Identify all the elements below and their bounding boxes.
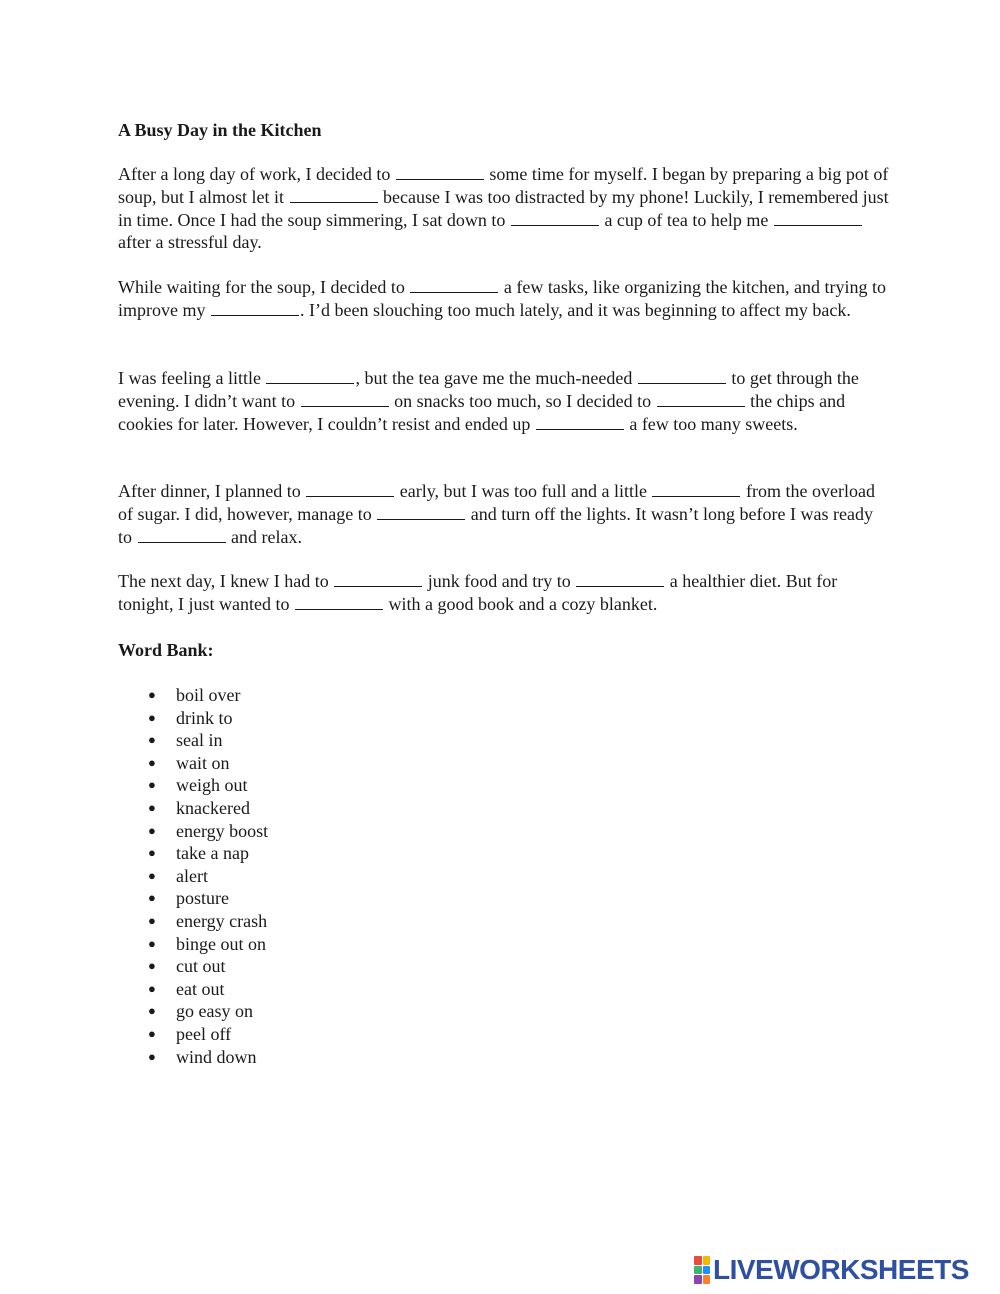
answer-blank[interactable] (410, 278, 498, 293)
bullet-icon: ● (148, 754, 156, 770)
paragraph-text: a few tasks, like organizing the kitchen, and trying to improve my (118, 277, 886, 320)
word-bank-item (118, 1046, 268, 1069)
word-bank-term: eat out (176, 978, 225, 999)
liveworksheets-logo-text: LIVEWORKSHEETS (713, 1254, 969, 1285)
word-bank-item (118, 707, 268, 730)
word-bank-item (118, 684, 268, 707)
answer-blank[interactable] (536, 415, 624, 430)
logo-block (703, 1266, 711, 1275)
word-bank-term: energy boost (176, 820, 269, 841)
paragraph-text: the chips and cookies for later. However, I couldn’t resist and ended up (118, 390, 846, 434)
word-bank-item (118, 1000, 268, 1023)
word-bank-term: alert (176, 865, 208, 886)
bullet-icon: ● (148, 822, 156, 838)
word-bank-item (118, 797, 268, 820)
answer-blank[interactable] (396, 165, 484, 180)
paragraph-text: and turn off the lights. It wasn’t long before I was ready to (118, 503, 873, 547)
worksheet-title: A Busy Day in the Kitchen (118, 120, 322, 140)
answer-blank[interactable] (377, 505, 465, 520)
bullet-icon: ● (148, 687, 156, 702)
paragraph-2 (118, 276, 890, 322)
paragraph-text: after a stressful day. (118, 232, 262, 253)
word-bank-term: knackered (176, 797, 250, 818)
paragraph-text: early, but I was too full and a little (395, 481, 652, 501)
paragraph-text: After dinner, I planned to (118, 481, 306, 501)
paragraph-text: . I’d been slouching too much lately, and it was beginning to affect my back. (300, 299, 851, 320)
answer-blank[interactable] (295, 595, 383, 610)
word-bank-term: peel off (176, 1023, 232, 1044)
paragraph-text: with a good book and a cozy blanket. (383, 593, 658, 614)
paragraph-text: from the overload of sugar. I did, however, manage to (118, 481, 875, 524)
paragraph-text: junk food and try to (423, 571, 576, 591)
word-bank-term: boil over (176, 685, 241, 705)
answer-blank[interactable] (334, 572, 422, 587)
paragraph-text: After a long day of work, I decided to (118, 164, 395, 184)
paragraph-text: a cup of tea to help me (599, 209, 773, 230)
bullet-icon: ● (148, 732, 156, 748)
bullet-icon: ● (148, 935, 156, 951)
word-bank-item (118, 887, 268, 910)
paragraph-text: to get through the evening. I didn’t want to (118, 368, 859, 411)
bullet-icon: ● (148, 980, 156, 996)
word-bank-item (118, 842, 268, 865)
word-bank-term: seal in (176, 730, 223, 751)
paragraph-4 (118, 480, 890, 548)
logo-block (703, 1256, 711, 1265)
paragraph-text: and relax. (226, 526, 302, 547)
word-bank-item (118, 910, 268, 933)
bullet-icon: ● (148, 845, 156, 861)
bullet-icon: ● (148, 1003, 156, 1019)
bullet-icon: ● (148, 867, 156, 883)
answer-blank[interactable] (306, 482, 394, 497)
answer-blank[interactable] (638, 369, 726, 384)
word-bank-item (118, 865, 268, 888)
answer-blank[interactable] (138, 528, 226, 543)
word-bank-term: energy crash (176, 910, 268, 931)
paragraph-text: While waiting for the soup, I decided to (118, 277, 410, 297)
bullet-icon: ● (148, 1025, 156, 1041)
word-bank-term: posture (176, 888, 229, 909)
word-bank-term: go easy on (176, 1001, 253, 1022)
paragraph-text: because I was too distracted by my phone! Luckily, I remembered just in time. Once I had the soup simmering, I sat down to (118, 186, 889, 230)
liveworksheets-logo (694, 1254, 969, 1286)
word-bank-term: wait on (176, 752, 230, 773)
answer-blank[interactable] (657, 392, 745, 407)
word-bank-term: cut out (176, 956, 226, 977)
word-bank-item (118, 1023, 268, 1046)
answer-blank[interactable] (774, 211, 862, 226)
word-bank-item (118, 752, 268, 775)
word-bank-term: drink to (176, 707, 233, 728)
word-bank-term: binge out on (176, 933, 266, 954)
word-bank-item (118, 978, 268, 1001)
paragraph-text: a healthier diet. But for tonight, I just wanted to (118, 571, 838, 614)
word-bank-item (118, 729, 268, 752)
bullet-icon: ● (148, 958, 156, 974)
bullet-icon: ● (148, 890, 156, 906)
bullet-icon: ● (148, 912, 156, 928)
paragraph-text: , but the tea gave me the much-needed (355, 368, 637, 388)
answer-blank[interactable] (576, 572, 664, 587)
paragraph-text: I was feeling a little (118, 368, 266, 388)
word-bank-item (118, 820, 268, 843)
logo-block (694, 1266, 702, 1275)
word-bank-term: take a nap (176, 843, 249, 864)
liveworksheets-logo-icon (694, 1256, 710, 1284)
bullet-icon: ● (148, 777, 156, 793)
word-bank-term: weigh out (176, 775, 248, 796)
paragraph-5 (118, 570, 890, 616)
answer-blank[interactable] (511, 211, 599, 226)
logo-block (694, 1275, 702, 1284)
paragraph-1 (118, 163, 890, 254)
word-bank-item (118, 955, 268, 978)
answer-blank[interactable] (266, 369, 354, 384)
paragraph-text: a few too many sweets. (624, 413, 798, 434)
word-bank-item (118, 933, 268, 956)
logo-block (694, 1256, 702, 1265)
paragraph-text: The next day, I knew I had to (118, 571, 334, 591)
paragraph-3 (118, 367, 890, 435)
paragraph-text: some time for myself. I began by preparing a big pot of soup, but I almost let it (118, 164, 889, 207)
answer-blank[interactable] (211, 301, 299, 316)
word-bank-list (118, 684, 268, 1068)
bullet-icon: ● (148, 709, 156, 725)
paragraph-text: on snacks too much, so I decided to (389, 390, 656, 411)
word-bank-title: Word Bank: (118, 640, 214, 660)
answer-blank[interactable] (301, 392, 389, 407)
logo-block (703, 1275, 711, 1284)
word-bank-item (118, 774, 268, 797)
word-bank-term: wind down (176, 1046, 257, 1067)
bullet-icon: ● (148, 799, 156, 815)
bullet-icon: ● (148, 1048, 156, 1064)
answer-blank[interactable] (652, 482, 740, 497)
answer-blank[interactable] (290, 188, 378, 203)
